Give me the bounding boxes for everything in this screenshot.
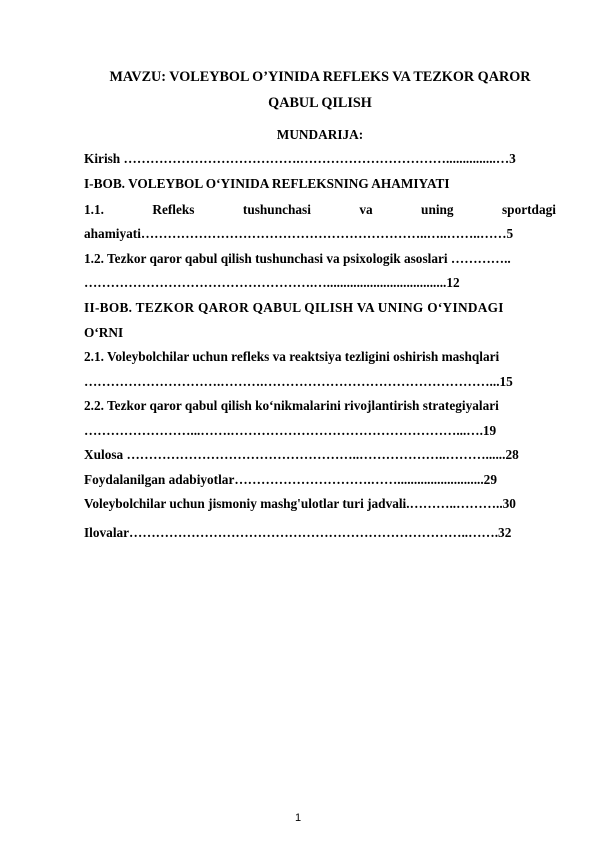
toc-entry-2-2-line-2: ……………………...…….……………………………………………...….19 xyxy=(84,423,497,438)
toc-heading: MUNDARIJA: xyxy=(276,127,364,142)
word: va xyxy=(359,202,373,217)
word: 1.1. xyxy=(84,202,104,217)
word: uning xyxy=(421,202,454,217)
toc-entry-1-2-line-1: 1.2. Tezkor qaror qabul qilish tushunchasi va psixologik asoslari ………….. xyxy=(84,251,511,266)
toc-entry-1-1-line-2: ahamiyati………………………………………………………..…..……..……5 xyxy=(84,226,514,241)
document-title-line-2: QABUL QILISH xyxy=(268,95,372,111)
toc-entry-jadval: Voleybolchilar uchun jismoniy mashg'ulotlar turi jadvali.………..………..30 xyxy=(84,496,516,511)
toc-entry-2-1-line-1: 2.1. Voleybolchilar uchun refleks va reaktsiya tezligini oshirish mashqlari xyxy=(84,349,500,364)
toc-entry-ilovalar: Ilovalar…………………………………………………………………..…….32 xyxy=(84,525,512,540)
toc-entry-kirish: Kirish ………………………………….……………………………...............…3 xyxy=(84,151,516,166)
word: Refleks xyxy=(152,202,195,217)
toc-chapter-2-heading-cont: O‘RNI xyxy=(84,325,124,340)
document-title-line-1: MAVZU: VOLEYBOL O’YINIDA REFLEKS VA TEZKOR QAROR xyxy=(109,69,531,85)
page-number: 1 xyxy=(294,812,302,824)
word: sportdagi xyxy=(502,202,556,217)
toc-entry-xulosa: Xulosa ……………………………………………..………………..………......28 xyxy=(84,447,519,462)
toc-entry-1-2-line-2: …………………………………………….…....................................12 xyxy=(84,275,460,290)
word: tushunchasi xyxy=(242,202,311,217)
toc-entry-adabiyotlar: Foydalanilgan adabiyotlar………………………….……..........................29 xyxy=(84,472,497,487)
toc-chapter-1-heading: I-BOB. VOLEYBOL O‘YINIDA REFLEKSNING AHAMIYATI xyxy=(84,176,450,191)
toc-chapter-2-heading: II-BOB. TEZKOR QAROR QABUL QILISH VA UNING O‘YINDAGI xyxy=(84,300,504,315)
toc-entry-2-1-line-2: ………………………….……….……………………………………………...15 xyxy=(84,374,513,389)
toc-entry-1-1-line-1 xyxy=(84,201,556,218)
toc-entry-2-2-line-1: 2.2. Tezkor qaror qabul qilish ko‘nikmalarini rivojlantirish strategiyalari xyxy=(84,398,499,413)
